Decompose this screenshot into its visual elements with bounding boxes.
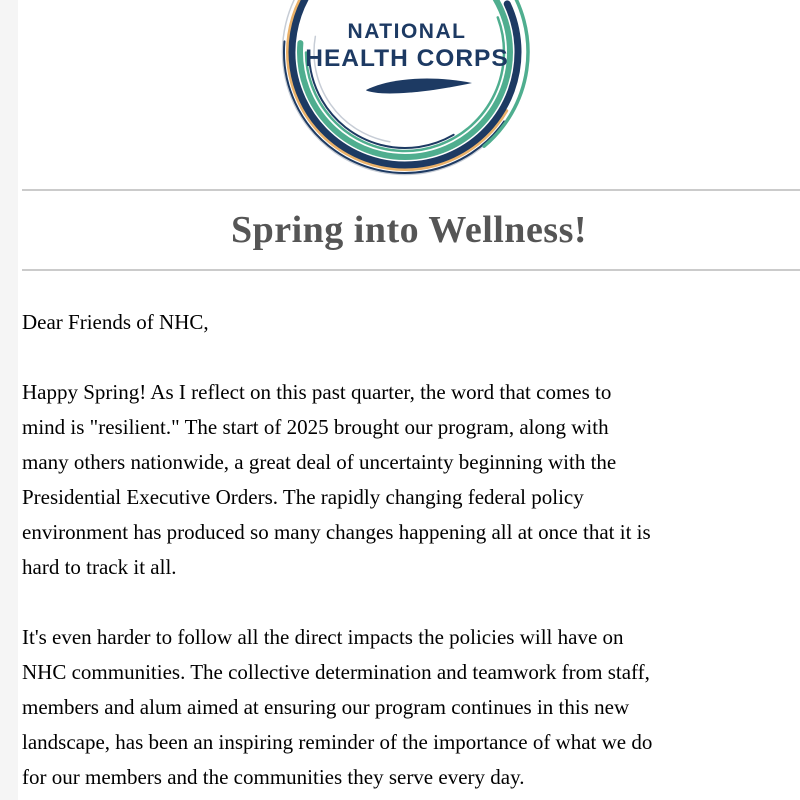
page-margin (0, 0, 18, 800)
logo-text-line1: NATIONAL (347, 20, 467, 43)
text-line: members and alum aimed at ensuring our program continues in this new (22, 695, 630, 719)
text-line: many others nationwide, a great deal of uncertainty beginning with the (22, 450, 617, 474)
text-line: Happy Spring! As I reflect on this past quarter, the word that comes to (22, 380, 612, 404)
paragraph (22, 375, 798, 585)
paragraph (22, 620, 798, 795)
text-line: Dear Friends of NHC, (22, 310, 209, 334)
salutation-paragraph (22, 305, 798, 340)
divider-bottom (22, 269, 800, 271)
text-line: Presidential Executive Orders. The rapidly changing federal policy (22, 485, 584, 509)
text-line: environment has produced so many changes happening all at once that it is (22, 520, 651, 544)
text-line: It's even harder to follow all the direct impacts the policies will have on (22, 625, 624, 649)
email-header (18, 0, 800, 189)
page-title: Spring into Wellness! (230, 209, 588, 251)
text-line: NHC communities. The collective determination and teamwork from staff, (22, 660, 650, 684)
text-line: mind is "resilient." The start of 2025 brought our program, along with (22, 415, 609, 439)
text-line: for our members and the communities they serve every day. (22, 765, 525, 789)
nhc-logo (280, 0, 530, 177)
text-line: landscape, has been an inspiring reminder of the importance of what we do (22, 730, 653, 754)
email-body (18, 0, 800, 800)
logo-text-line2: HEALTH CORPS (305, 45, 509, 72)
text-line: hard to track it all. (22, 555, 177, 579)
newsletter-body (22, 305, 798, 795)
logo-swoosh-icon (366, 79, 472, 94)
